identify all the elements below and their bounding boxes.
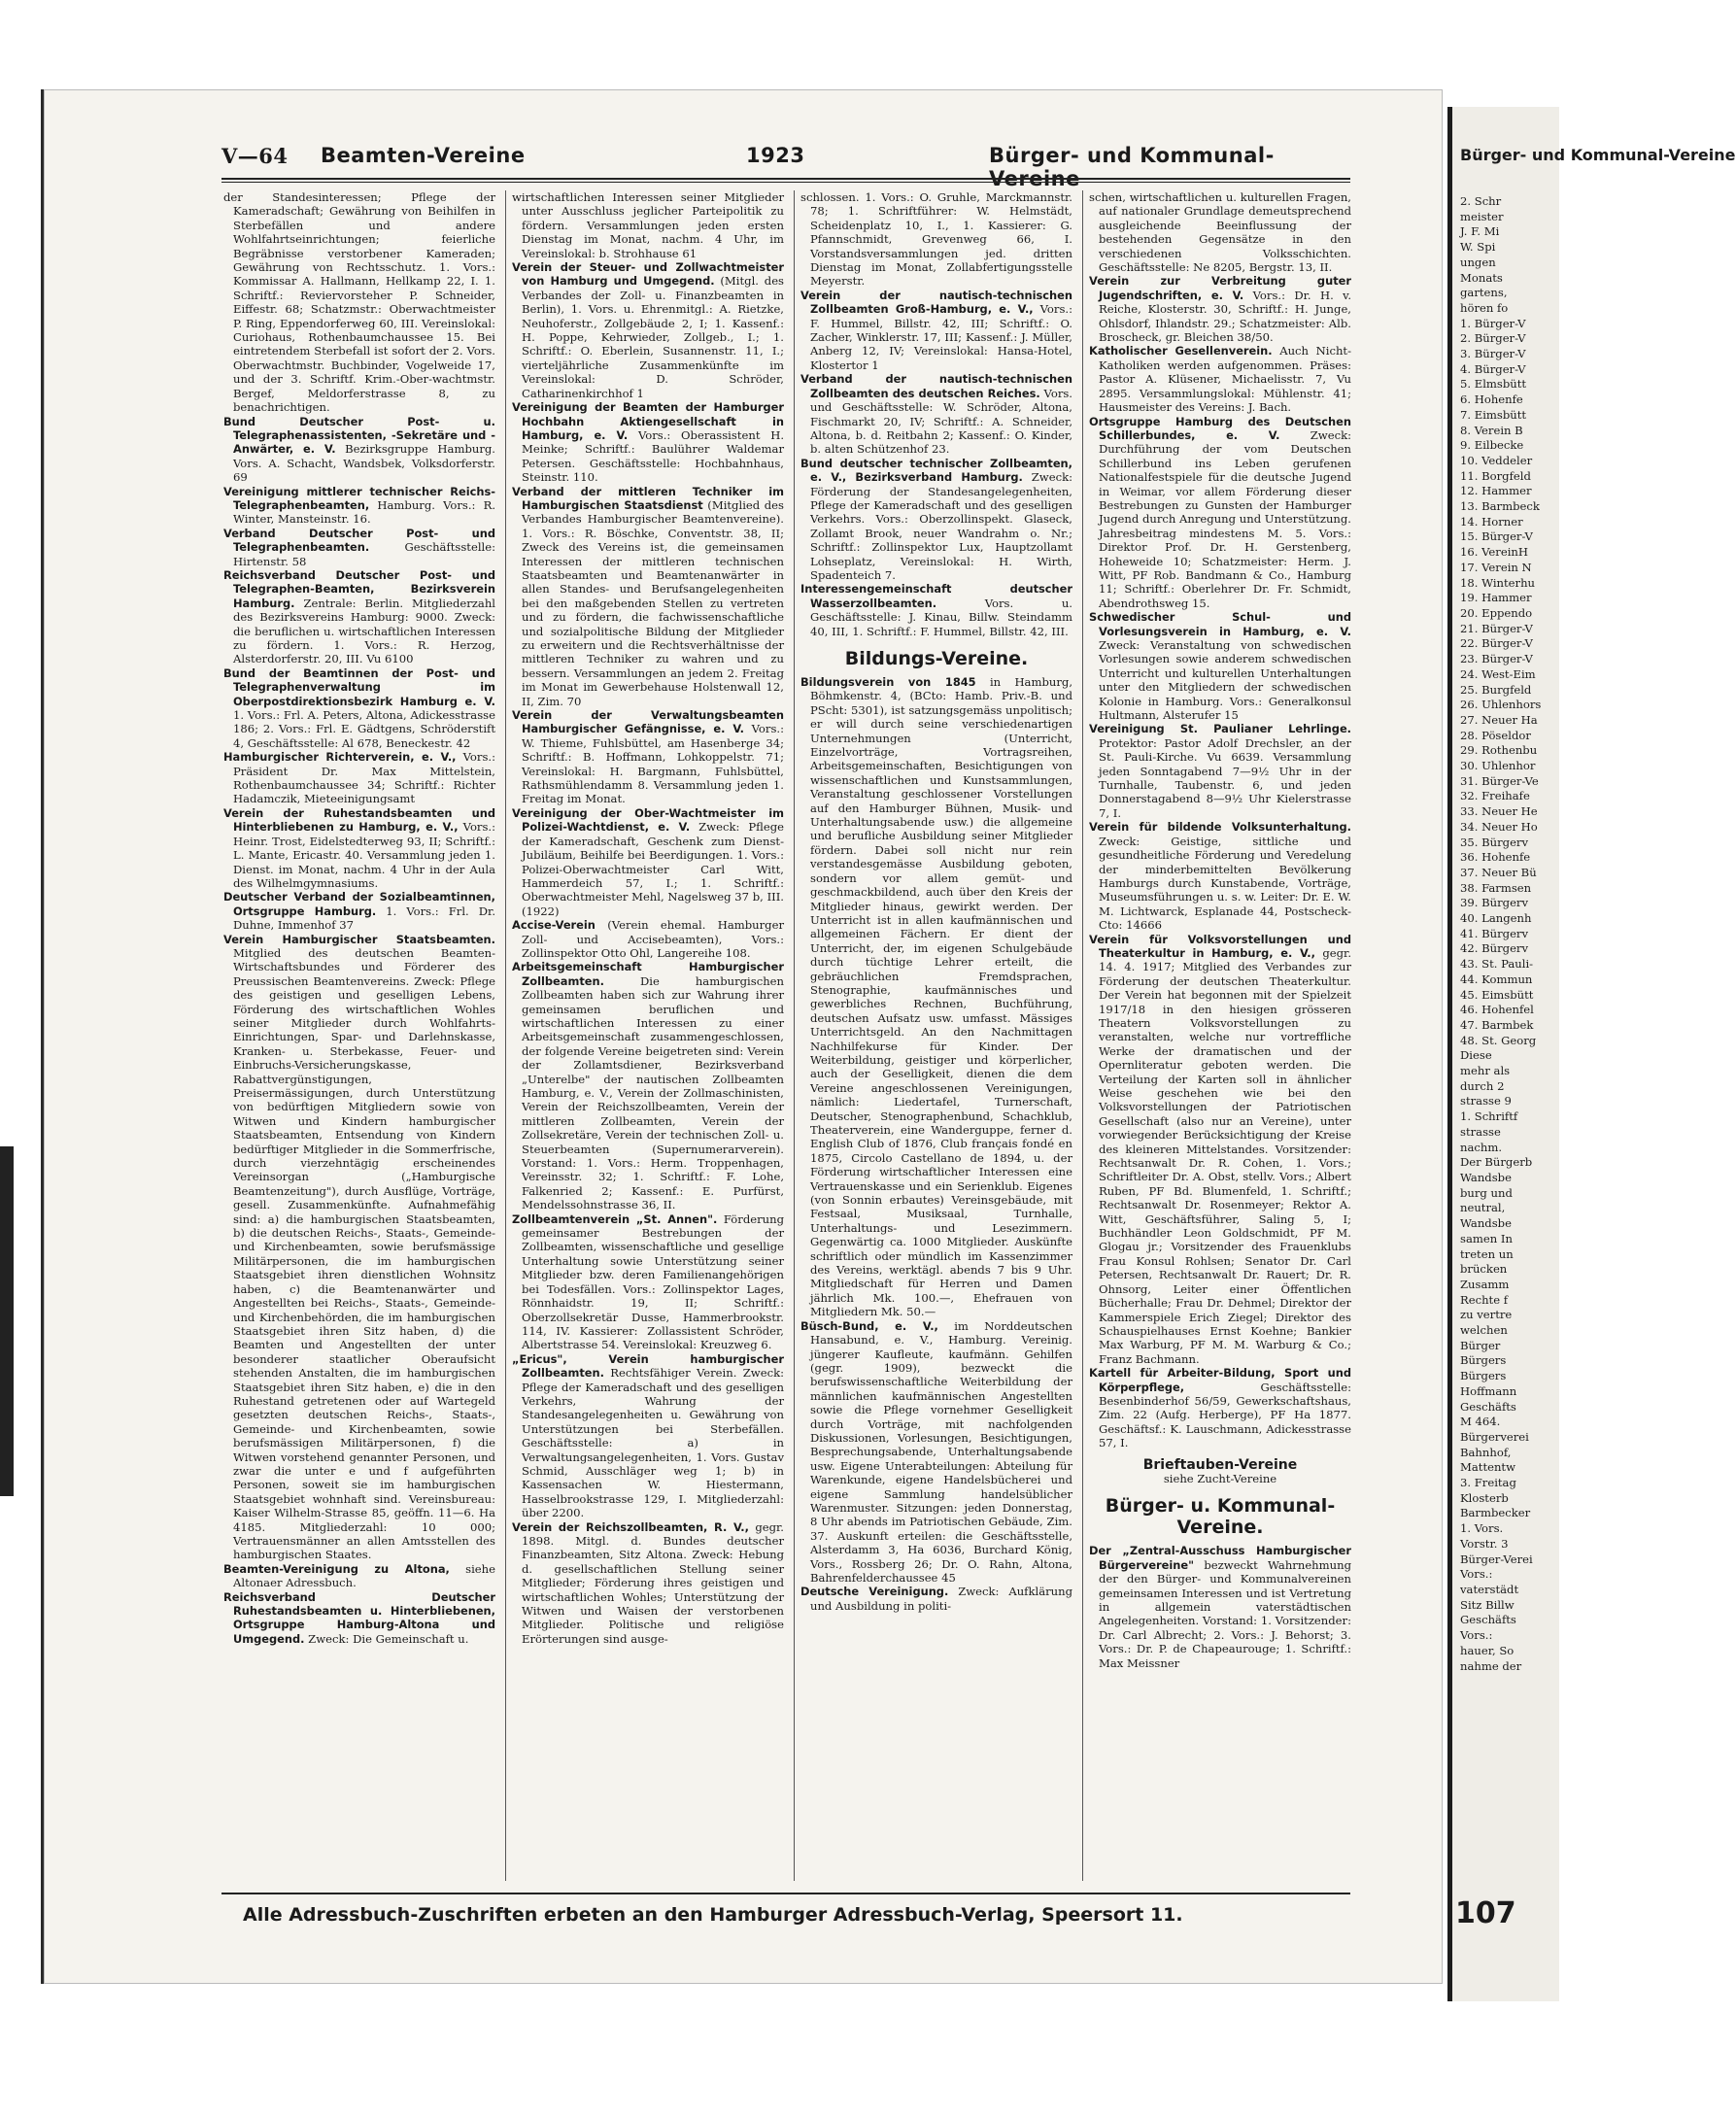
directory-entry — [223, 1590, 495, 1647]
adjacent-page-line: 29. Rothenbu — [1460, 743, 1538, 758]
adjacent-page-line: 42. Bürgerv — [1460, 941, 1529, 956]
entry-text: (Mitgl. des Verbandes der Zoll- u. Finanzbeamten in Berlin), 1. Vors. u. Ehrenmitgl.: A. Rietzke, Neuhoferstr., Zollgebäude 2, I; 1. Kassenf.: H. Poppe, Kehrwieder, Zollgeb., I.; 1. Schriftf.: O. Eberlein, Susannenstr. 11, I.; vierteljährliche Zusammenkünfte im Vereinslokal: D. Schröder, Catharinenkirchhof 1 — [522, 274, 785, 400]
adjacent-page-line: 1. Vors. — [1460, 1521, 1504, 1536]
entry-title: Büsch-Bund, e. V., — [800, 1318, 938, 1333]
entry-text: 1. Vors.: Frl. A. Peters, Altona, Adickesstrasse 186; 2. Vors.: Frl. E. Gädtgens, Schröderstift 4, Geschäftsstelle: Al 678, Beneckestr. 42 — [233, 708, 495, 750]
adjacent-page-line: nachm. — [1460, 1140, 1503, 1154]
entry-text: gegr. 14. 4. 1917; Mitglied des Verbandes zur Förderung der deutschen Theaterkultur. Der Verein hat begonnen mit der Spielzeit 1917/18 in den hiesigen grösseren Theatern Volksvorstellungen zu veranstalten, welche nur vortreffliche Werke der dramatischen und der Opernliteratur geboten werden. Die Verteilung der Karten soll in ähnlicher Weise geschehen wie bei den Volksvorstellungen der Patriotischen Gesellschaft (also nur an Vereine), unter vorwiegender Berücksichtigung der Kreise des kleineren Mittelstandes. Vorsitzender: Rechtsanwalt Dr. R. Cohen, 1. Vors.; Schriftleiter Dr. A. Obst, stellv. Vors.; Albert Ruben, PF Bd. Blumenfeld, 1. Schriftf.; Rechtsanwalt Dr. Rosenmeyer; Rektor A. Witt, Geschäftsführer, Saling 5, I; Buchhändler Leon Goldschmidt, PF M. Glogau jr.; Vorsitzender des Frauenklubs Frau Konsul Rohlsen; Senator Dr. Carl Petersen, Rechtsanwalt Dr. Rauert; Dr. R. Ohnsorg, Leiter einer Öffentlichen Bücherhalle; Frau Dr. Dehmel; Direktor der Kammerspiele Erich Ziegel; Direktor des Schauspielhauses Ernst Koehne; Bankier Max Warburg, PF M. M. Warburg & Co.; Franz Bachmann. — [1099, 945, 1352, 1366]
entry-text: Geschäftsstelle: Besenbinderhof 56/59, Gewerkschaftshaus, Zim. 22 (Aufg. Herberge), PF Ha 1877. Geschäftsf.: K. Lauschmann, Adickesstrasse 57, I. — [1099, 1380, 1351, 1450]
adjacent-page-line: 11. Borgfeld — [1460, 468, 1531, 483]
adjacent-page-line: 3. Freitag — [1460, 1476, 1516, 1490]
adjacent-page-line: 21. Bürger-V — [1460, 621, 1533, 635]
right-running-title: Bürger- und Kommunal- — [989, 144, 1275, 167]
entry-text: Zweck: Durchführung der vom Deutschen Schillerbund ins Leben gerufenen Nationalfestspiele für die deutsche Jugend in Weimar, vor allem Förderung dieser Bestrebungen zu Gunsten der Hamburger Jugend durch Anregung und Unterstützung. Jahresbeitrag mindestens M. 5. Vors.: Direktor Prof. Dr. H. Gerstenberg, Hoheweide 10; Schatzmeister: Herm. J. Witt, PF Rob. Bandmann & Co., Hamburg 11; Schriftf.: Oberlehrer Dr. Fr. Schmidt, Abendrothsweg 15. — [1099, 427, 1352, 610]
adjacent-page-line: 28. Pöseldor — [1460, 728, 1531, 742]
adjacent-page-line: 43. St. Pauli- — [1460, 957, 1534, 972]
adjacent-page-line: neutral, — [1460, 1201, 1506, 1215]
entry-text: (Mitglied des Verbandes Hamburgischer Beamtenvereine). 1. Vors.: R. Böschke, Conventstr. 38, II; Zweck des Vereins ist, die gemeinsamen Interessen der mittleren technischen Staatsbeamten und Beamtenanwärter in allen Standes- und Berufsangelegenheiten bei den maßgebenden Stellen zu vertreten und zu fördern, die fachwissenschaftliche und sozialpolitische Bildung der Mitglieder zu erweitern und die Rechtsverhältnisse der mittleren Techniker zu wahren und zu bessern. Versammlungen an jedem 2. Freitag im Monat im Gewerbehause Holstenwall 12, II, Zim. 70 — [522, 497, 784, 708]
directory-entry — [512, 485, 784, 709]
entry-text: Vors.: F. Hummel, Billstr. 42, III; Schriftf.: O. Zacher, Winklerstr. 17, III; Kassenf.: J. Müller, Anberg 12, IV; Vereinslokal: Hansa-Hotel, Klostertor 1 — [810, 302, 1072, 372]
adjacent-page-line: 41. Bürgerv — [1460, 926, 1529, 940]
entry-title: Verein zur Verbreitung guter Jugendschriften, e. V. — [1089, 274, 1351, 302]
adjacent-page-line: durch 2 — [1460, 1078, 1505, 1093]
adjacent-page-line: meister — [1460, 209, 1504, 223]
adjacent-page-line: 30. Uhlenhor — [1460, 759, 1536, 773]
cross-reference: siehe Zucht-Vereine — [1163, 1471, 1277, 1485]
entry-title: Verein der Ruhestandsbeamten und Hinterbliebenen zu Hamburg, e. V., — [223, 805, 495, 835]
adjacent-page-line: 24. West-Eim — [1460, 666, 1536, 681]
entry-text: Vors.: Präsident Dr. Max Mittelstein, Rothenbaumchaussee 34; Schriftf.: Richter Hadamczik, Mieteeinigungsamt — [233, 750, 495, 806]
adjacent-page-line: 16. VereinH — [1460, 545, 1528, 560]
entry-text: Mitglied des deutschen Beamten-Wirtschaftsbundes und Förderer des Preussischen Beamtenvereins. Zweck: Pflege des geistigen und geselligen Lebens, Förderung des wirtschaftlichen Wohles seiner Mitglieder durch Wohlfahrts-Einrichtungen, Spar- und Darlehnskasse, Kranken- u. Sterbekasse, Feuer- und Einbruchs-Versicherungskasse, Rabattvergünstigungen, Preisermässigungen, durch Unterstützung von bedürftigen Mitgliedern sowie von Witwen und Kindern hamburgischer Staatsbeamten, Entsendung von Kindern bedürftiger Mitglieder in die Sommerfrische, durch vierzehntägig erscheinendes Vereinsorgan („Hamburgische Beamtenzeitung"), durch Ausflüge, Vorträge, gesell. Zusammenkünfte. Aufnahmefähig sind: a) die hamburgischen Staatsbeamten, b) die deutschen Reichs-, Staats-, Gemeinde- und Kirchenbeamten, sowie berufsmässige Militärpersonen, die im hamburgischen Staatsgebiet ihren dienstlichen Wohnsitz haben, c) die Beamtenanwärter und Angestellten bei Reichs-, Staats-, Gemeinde- und Kirchenbehörden, die im hamburgischen Staatsgebiet ihren Sitz haben, d) die Beamten und Angestellten der unter besonderer staatlicher Oberaufsicht stehenden Anstalten, die im hamburgischen Staatsgebiet ihren Sitz haben, e) die in den Ruhestand getretenen oder auf Wartegeld gesetzten deutschen Reichs-, Staats-, Gemeinde- und Kirchenbeamten, sowie berufsmässigen Militärpersonen, f) die Witwen vorstehend genannter Personen, und zwar die unter e und f aufgeführten Personen, soweit sie im hamburgischen Staatsgebiet wohnhaft sind. Vereinsbureau: Kaiser Wilhelm-Strasse 85, geöffn. 11—6. Ha 4185. Mitgliederzahl: 10 000; Vertrauensmänner an allen Amtsstellen des hamburgischen Staates. — [233, 945, 495, 1562]
entry-title: Katholischer Gesellenverein. — [1089, 344, 1273, 358]
entry-text: Bezirksgruppe Hamburg. Vors. A. Schacht, Wandsbek, Volksdorferstr. 69 — [233, 442, 495, 485]
directory-entry — [1089, 933, 1351, 1367]
adjacent-page-line: Der Bürgerb — [1460, 1155, 1533, 1170]
adjacent-page-line: mehr als — [1460, 1064, 1511, 1078]
column-divider — [1082, 190, 1083, 1881]
adjacent-page-line: Klosterb — [1460, 1490, 1509, 1505]
adjacent-page-line: 12. Hammer — [1460, 484, 1532, 498]
entry-title: Der „Zentral-Ausschuss Hamburgischer Bürgervereine" — [1089, 1544, 1351, 1572]
adjacent-page-line: Rechte f — [1460, 1292, 1509, 1307]
adjacent-page-line: zu vertre — [1460, 1308, 1513, 1322]
entry-text: in Hamburg, Böhmkenstr. 4, (BCto: Hamb. Priv.-B. und PScht: 5301), ist satzungsgemäss unpolitisch; er will durch seine verschiedenartigen Unternehmungen (Unterricht, Einzelvorträge, Vortragsreihen, Arbeitsgemeinschaften, Besichtigungen von wissenschaftlichen und Kunstsammlungen, Veranstaltung geschlossener Vorstellungen auf den Hamburger Bühnen, Musik- und Unterhaltungsabende usw.) die allgemeine und berufliche Ausbildung seiner Mitglieder fördern. Dabei soll nicht nur rein verstandesgemässe Ausbildung geboten, sondern vor allem gemüt- und geschmackbildend, auch über den Kreis der Mitglieder hinaus, gewirkt werden. Der Unterricht ist in allen kaufmännischen und allgemeinen Fächern. Er dient der Unterricht, der, im eigenen Schulgebäude durch tüchtige Lehrer erteilt, die gebräuchlichen Fremdsprachen, Stenographie, kaufmännisches und gewerbliches Rechnen, Buchführung, deutschen Aufsatz usw. umfasst. Mässiges Unterrichtsgeld. An den Nachmittagen Nachhilfekurse für Kinder. Der Weiterbildung, geistiger und körperlicher, auch der Geselligkeit, dienen die dem Vereine angeschlossenen Vereinigungen, nämlich: Liedertafel, Turnerschaft, Deutscher, Stenographenbund, Schachklub, Theaterverein, eine Wanderguppe, ferner d. English Club of 1876, Club français fondé en 1875, Circolo Castellano de 1894, u. der Förderung wirtschaftlicher Interessen eine Vertrauenskasse und ein Serienklub. Eigenes (von Sonnin erbautes) Vereinsgebäude, mit Festsaal, Musiksaal, Turnhalle, Unterhaltungs- und Lesezimmern. Gegenwärtig ca. 1000 Mitglieder. Auskünfte schriftlich oder mündlich im Kassenzimmer des Vereins, werktägl. abends 7 bis 9 Uhr. Mitgliedschaft für Herren und Damen jährlich Mk. 100.—, Ehefrauen von Mitgliedern Mk. 50.— — [810, 675, 1072, 1319]
adjacent-page-line: 36. Hohenfe — [1460, 850, 1531, 865]
adjacent-page-line: 48. St. Georg — [1460, 1033, 1537, 1047]
adjacent-page-line: Mattentw — [1460, 1460, 1516, 1475]
text-column-1 — [223, 190, 495, 1886]
adjacent-page-line: 10. Veddeler — [1460, 453, 1533, 467]
entry-title: Verein für Volksvorstellungen und Theaterkultur in Hamburg, e. V., — [1089, 932, 1351, 960]
directory-entry — [223, 1562, 495, 1590]
adjacent-page-line: Monats — [1460, 270, 1503, 285]
text-column-2 — [512, 190, 784, 1886]
directory-entry — [512, 1352, 784, 1520]
adjacent-page-line: Bürgers — [1460, 1369, 1507, 1383]
adjacent-page-line: Zusamm — [1460, 1277, 1510, 1291]
adjacent-page-strip — [1447, 107, 1736, 2001]
header-rule-thin — [221, 182, 1350, 183]
adjacent-page-line: 39. Bürgerv — [1460, 896, 1529, 910]
directory-entry — [800, 675, 1072, 1319]
directory-entry — [800, 1585, 1072, 1613]
section-heading: Bürger- u. Kommunal-Vereine. — [1105, 1495, 1336, 1539]
adjacent-page-line: samen In — [1460, 1231, 1513, 1245]
adjacent-page-line: Barmbecker — [1460, 1506, 1531, 1520]
entry-text: Vors.: W. Thieme, Fuhlsbüttel, am Hasenberge 34; Schriftf.: B. Hoffmann, Lohkoppelstr. 71; Vereinslokal: H. Bargmann, Fuhlsbüttel, Rathsmühlendamm 8. Versammlung jeden 1. Freitag im Monat. — [522, 722, 784, 806]
directory-entry — [512, 918, 784, 960]
entry-text: Vors.: Heinr. Trost, Eidelstedterweg 93, II; Schriftf.: L. Mante, Ericastr. 40. Versammlung jeden 1. Dienst. im Monat, nachm. 4 Uhr in der Aula des Wilhelmgymnasiums. — [233, 820, 496, 890]
page-number: 107 — [1455, 1896, 1516, 1930]
footer-notice: Alle Adressbuch-Zuschriften erbeten an den Hamburger Adressbuch-Verlag, Speersort 11. — [243, 1904, 1183, 1926]
adjacent-page-line: Geschäfts — [1460, 1613, 1516, 1627]
entry-title: Verein der nautisch-technischen Zollbeamten Groß-Hamburg, e. V., — [800, 288, 1072, 317]
entry-text: Vors.: Oberassistent H. Meinke; Schriftf.: Baulührer Waldemar Petersen. Geschäftsstelle: Hochbahnhaus, Steinstr. 110. — [522, 427, 785, 485]
adjacent-page-line: brücken — [1460, 1262, 1508, 1277]
section-heading: Bildungs-Vereine. — [844, 648, 1029, 669]
directory-entry — [1089, 722, 1351, 820]
adjacent-page-line: Sitz Billw — [1460, 1597, 1515, 1612]
entry-text: wirtschaftlichen Interessen seiner Mitglieder unter Ausschluss jeglicher Parteipolitik zu fördern. Versammlungen jeden ersten Dienstag im Monat, nachm. 4 Uhr, im Vereinslokal: b. Strohhause 61 — [512, 190, 784, 260]
entry-title: Verein Hamburgischer Staatsbeamten. — [223, 932, 495, 946]
adjacent-page-line: 4. Bürger-V — [1460, 361, 1526, 376]
adjacent-page-line: welchen — [1460, 1323, 1508, 1338]
directory-entry — [1089, 415, 1351, 611]
adjacent-page-line: 5. Elmsbütt — [1460, 377, 1527, 392]
entry-title: Verband der mittleren Techniker im Hamburgischen Staatsdienst — [512, 484, 784, 512]
adjacent-page-line: 44. Kommun — [1460, 972, 1533, 986]
text-column-3 — [800, 190, 1072, 1886]
entry-text: schen, wirtschaftlichen u. kulturellen Fragen, auf nationaler Grundlage demeutsprechend ausgleichende Beeinflussung der bestehenden Gegensätze in den verschiedenen Volksschichten. Geschäftsstelle: Ne 8205, Bergstr. 13, II. — [1089, 190, 1351, 275]
adjacent-page-line: 23. Bürger-V — [1460, 652, 1533, 666]
entry-title: Ortsgruppe Hamburg des Deutschen Schillerbundes, e. V. — [1089, 414, 1351, 442]
entry-title: Hamburgischer Richterverein, e. V., — [223, 750, 457, 765]
directory-entry — [223, 190, 495, 415]
adjacent-page-line: M 464. — [1460, 1415, 1501, 1429]
entry-text: Protektor: Pastor Adolf Drechsler, an der St. Pauli-Kirche. Vu 6639. Versammlung jeden Sonntagabend 7—9½ Uhr in der Turnhalle, Taubenstr. 6, und jeden Donnerstagabend 8—9½ Uhr Kielerstrasse 7, I. — [1099, 735, 1351, 820]
entry-title: Kartell für Arbeiter-Bildung, Sport und Körperpflege, — [1089, 1366, 1351, 1394]
directory-entry — [1089, 1544, 1351, 1670]
entry-title: Interessengemeinschaft deutscher Wasserzollbeamten. — [800, 582, 1072, 610]
adjacent-page-line: Vors.: — [1460, 1628, 1493, 1643]
section-heading-small: Brieftauben-Vereine — [1142, 1456, 1298, 1473]
directory-entry — [512, 806, 784, 918]
adjacent-page-line: 14. Horner — [1460, 514, 1523, 529]
adjacent-page-line: treten un — [1460, 1246, 1514, 1261]
adjacent-page-line: strasse — [1460, 1124, 1501, 1139]
entry-text: bezweckt Wahrnehmung der den Bürger- und Kommunalvereinen gemeinsamen Interessen und ist Vertretung in allgemein vaterstädtischen Angelegenheiten. Vorstand: 1. Vorsitzender: Dr. Carl Albrecht; 2. Vors.: J. Behorst; 3. Vors.: Dr. P. de Chapeaurouge; 1. Schriftf.: Max Meissner — [1099, 1557, 1351, 1670]
entry-title: Verband Deutscher Post- und Telegraphenbeamten. — [223, 526, 495, 555]
directory-entry — [1089, 1366, 1351, 1450]
adjacent-page-line: 6. Hohenfe — [1460, 392, 1523, 407]
directory-entry — [800, 190, 1072, 289]
adjacent-page-line: 27. Neuer Ha — [1460, 712, 1538, 727]
adjacent-page-line: 3. Bürger-V — [1460, 347, 1526, 361]
entry-text: Vors. und Geschäftsstelle: W. Schröder, Altona, Fischmarkt 20, IV; Schriftf.: A. Schneider, Altona, b. d. Reitbahn 2; Kassenf.: O. Kinder, b. alten Schützenhof 23. — [810, 386, 1072, 457]
adjacent-page-line: hören fo — [1460, 300, 1509, 315]
entry-title: Verein der Steuer- und Zollwachtmeister von Hamburg und Umgegend. — [512, 260, 784, 289]
adjacent-page-line: 33. Neuer He — [1460, 804, 1538, 819]
directory-entry — [512, 400, 784, 484]
adjacent-page-line: Bürgers — [1460, 1353, 1507, 1368]
entry-title: Arbeitsgemeinschaft Hamburgischer Zollbeamten. — [512, 960, 784, 988]
directory-entry — [223, 806, 495, 890]
entry-text: Vors. u. Geschäftsstelle: J. Kinau, Billw. Steindamm 40, III, 1. Schriftf.: F. Hummel, Billstr. 42, III. — [810, 596, 1072, 638]
entry-title: „Ericus", Verein hamburgischer Zollbeamten. — [512, 1351, 784, 1381]
directory-entry — [512, 190, 784, 260]
adjacent-page-line: gartens, — [1460, 286, 1508, 300]
directory-entry — [223, 415, 495, 485]
entry-title: Verein für bildende Volksunterhaltung. — [1089, 820, 1351, 835]
adjacent-page-line: 38. Farmsen — [1460, 880, 1532, 895]
adjacent-page-line: 46. Hohenfel — [1460, 1003, 1534, 1017]
directory-entry — [223, 568, 495, 666]
adjacent-page-line: 45. Eimsbütt — [1460, 987, 1534, 1002]
entry-title: Vereinigung der Ober-Wachtmeister im Polizei-Wachtdienst, e. V. — [512, 805, 784, 835]
adjacent-page-line: 34. Neuer Ho — [1460, 819, 1538, 834]
adjacent-page-line: Bürgerverei — [1460, 1429, 1529, 1444]
entry-title: Zollbeamtenverein „St. Annen". — [512, 1211, 718, 1226]
adjacent-page-line: Wandsbe — [1460, 1171, 1512, 1184]
adjacent-page-line: J. F. Mi — [1460, 224, 1500, 239]
entry-text: Auch Nicht-Katholiken werden aufgenommen. Präses: Pastor A. Klüsener, Michaelisstr. 7, Vu 2895. Versammlungslokal: Mühlenstr. 41; Hausmeister des Vereins: J. Bach. — [1099, 344, 1351, 415]
entry-title: Bund der Beamtinnen der Post- und Telegraphenverwaltung im Oberpostdirektionsbezirk Hamburg e. V. — [223, 665, 495, 708]
adjacent-page-line: 47. Barmbek — [1460, 1017, 1534, 1032]
adjacent-page-line: 40. Langenh — [1460, 911, 1532, 926]
entry-text: Zweck: Aufklärung und Ausbildung in politi- — [810, 1585, 1073, 1613]
adjacent-page-line: 25. Burgfeld — [1460, 682, 1532, 697]
directory-entry — [223, 527, 495, 568]
directory-entry — [512, 1212, 784, 1352]
entry-text: Zweck: Die Gemeinschaft u. — [308, 1631, 469, 1646]
adjacent-page-line: vaterstädt — [1460, 1582, 1519, 1596]
page-reference: V—64 — [221, 144, 289, 168]
entry-text: der Standesinteressen; Pflege der Kameradschaft; Gewährung von Beihilfen in Sterbefällen und andere Wohlfahrtseinrichtungen; feierliche Begräbnisse verstorbener Kameraden; Gewährung von Rechtsschutz. 1. Vors.: Kommissar A. Hallmann, Hellkamp 22, I. 1. Schriftf.: Reviervorsteher P. Schneider, Eiffestr. 68; Schatzmstr.: Oberwachtmeister P. Ring, Eppendorferweg 60, III. Vereinslokal: Curiohaus, Rothenbaumchaussee 15. Bei eintretendem Sterbefall ist sofort der 2. Vors. Oberwachtmstr. Buchbinder, Vogelweide 17, und der 3. Schriftf. Krim.-Ober-wachtmstr. Bergef, Meldorferstrasse 8, zu benachrichtigen. — [223, 190, 495, 415]
directory-entry — [1089, 274, 1351, 344]
entry-title: Bildungsverein von 1845 — [800, 675, 976, 689]
adjacent-page-line: 18. Winterhu — [1460, 575, 1536, 590]
adjacent-page-line: Bürger-Verei — [1460, 1552, 1533, 1566]
entry-text: Vors.: Dr. H. v. Reiche, Klosterstr. 30, Schriftf.: H. Junge, Ohlsdorf, Ihlandstr. 29.; Schatzmeister: Alb. Broscheck, gr. Bleichen 38/50. — [1099, 288, 1352, 345]
adjacent-page-line: W. Spi — [1460, 240, 1496, 255]
entry-text: siehe Altonaer Adressbuch. — [233, 1561, 495, 1590]
directory-entry — [223, 933, 495, 1562]
text-column-4 — [1089, 190, 1351, 1886]
year-heading: 1923 — [746, 144, 805, 167]
entry-text: Rechtsfähiger Verein. Zweck: Pflege der Kameradschaft und des geselligen Verkehrs, Wahrung der Standesangelegenheiten u. Gewährung von Unterstützungen bei Sterbefällen. Geschäftsstelle: a) in Verwaltungsangelegenheiten, 1. Vors. Gustav Schmid, Ausschläger weg 1; b) in Kassensachen W. Hiestermann, Hasselbrookstrasse 129, I. Mitgliederzahl: über 2200. — [522, 1366, 785, 1520]
adjacent-page-line: Vorstr. 3 — [1460, 1536, 1509, 1551]
adjacent-page-line: 13. Barmbeck — [1460, 499, 1540, 514]
entry-title: Vereinigung der Beamten der Hamburger Hochbahn Aktiengesellschaft in Hamburg, e. V. — [512, 400, 784, 442]
directory-entry — [512, 708, 784, 806]
entry-title: Beamten-Vereinigung zu Altona, — [223, 1561, 450, 1576]
entry-title: Bund deutscher technischer Zollbeamten, e. V., Bezirksverband Hamburg. — [800, 456, 1072, 485]
entry-title: Vereinigung mittlerer technischer Reichs-Telegraphenbeamten, — [223, 484, 495, 512]
footer-rule — [221, 1893, 1350, 1894]
adjacent-page-line: hauer, So — [1460, 1643, 1515, 1657]
binding-edge — [0, 1146, 14, 1496]
adjacent-page-line: Bürger — [1460, 1338, 1501, 1352]
column-divider — [794, 190, 795, 1881]
adjacent-page-line: 2. Schr — [1460, 194, 1502, 208]
directory-entry — [1089, 190, 1351, 274]
header-rule — [221, 178, 1350, 180]
directory-entry — [800, 457, 1072, 583]
entry-text: Hamburg. Vors.: R. Winter, Mansteinstr. 16. — [233, 497, 496, 527]
entry-text: im Norddeutschen Hansabund, e. V., Hamburg. Vereinig. jüngerer Kaufleute, kaufmänn. Gehilfen (gegr. 1909), bezweckt die berufswissenschaftliche Weiterbildung der männlichen kaufmännischen Angestellten sowie die Pflege vornehmer Geselligkeit durch Vorträge, mit nachfolgenden Diskussionen, Vorlesungen, Besichtigungen, Besprechungsabende, Unterhaltungsabende usw. Eigene Unterabteilungen: Abteilung für Warenkunde, eigene Handelsbücherei und eigene Sammlung handelsüblicher Warenmuster. Sitzungen: jeden Donnerstag, 8 Uhr abends im Patriotischen Gebäude, Zim. 37. Auskunft erteilen: die Geschäftsstelle, Alsterdamm 3, Ha 6036, Burchard König, Vors., Rossberg 26; Dr. O. Rahn, Altona, Bahrenfelderchaussee 45 — [810, 1318, 1073, 1585]
directory-entry — [1089, 820, 1351, 932]
adjacent-page-header: Bürger- und Kommunal-Vereine — [1460, 146, 1736, 164]
adjacent-page-line: 17. Verein N — [1460, 560, 1532, 574]
adjacent-page-line: Bahnhof, — [1460, 1445, 1512, 1459]
directory-entry — [800, 1319, 1072, 1586]
adjacent-page-line: 31. Bürger-Ve — [1460, 773, 1539, 788]
adjacent-page-line: strasse 9 — [1460, 1094, 1512, 1109]
directory-entry — [1089, 610, 1351, 722]
adjacent-page-line: Wandsbe — [1460, 1216, 1512, 1231]
entry-text: Zweck: Pflege der Kameradschaft, Geschenk zum Dienst-Jubiläum, Beihilfe bei Beerdigungen. 1. Vors.: Polizei-Oberwachtmeister Carl Witt, Hammerdeich 57, I.; 1. Schriftf.: Oberwachtmeister Mehl, Nagelsweg 37 b, III. (1922) — [522, 820, 784, 918]
entry-title: Verband der nautisch-technischen Zollbeamten des deutschen Reiches. — [800, 372, 1072, 400]
directory-entry — [223, 666, 495, 750]
directory-entry — [223, 485, 495, 527]
left-running-title: Beamten-Vereine — [321, 144, 526, 167]
directory-entry — [800, 289, 1072, 372]
adjacent-page-line: 32. Freihafe — [1460, 789, 1530, 803]
entry-text: Die hamburgischen Zollbeamten haben sich zur Wahrung ihrer gemeinsamen beruflichen und wirtschaftlichen Interessen zu einer Arbeitsgemeinschaft zusammengeschlossen, der folgende Vereine beigetreten sind: Verein der Zollamtsdiener, Bezirksverband „Unterelbe" der nautischen Zollbeamten Hamburg, e. V., Verein der Zollmaschinisten, Verein der Reichszollbeamten, Verein der mittleren Zollbeamten, Verein der Zollsekretäre, Verein der technischen Zoll- u. Steuerbeamten (Supernumerarverein). Vorstand: 1. Vors.: Herm. Troppenhagen, Vereinsstr. 32; 1. Schriftf.: F. Lohe, Falkenried 2; Kassenf.: E. Purfürst, Mendelssohnstrasse 36, II. — [522, 973, 784, 1212]
adjacent-page-line: 37. Neuer Bü — [1460, 865, 1537, 879]
adjacent-page-lines — [1452, 194, 1559, 1674]
adjacent-page-line: 1. Bürger-V — [1460, 316, 1526, 330]
entry-title: Reichsverband Deutscher Ruhestandsbeamten u. Hinterbliebenen, Ortsgruppe Hamburg-Altona und Umgegend. — [223, 1589, 495, 1646]
adjacent-page-line: Geschäfts — [1460, 1399, 1516, 1414]
entry-title: Deutsche Vereinigung. — [800, 1585, 949, 1599]
page-header — [221, 138, 1350, 177]
entry-title: Accise-Verein — [512, 918, 596, 933]
directory-entry — [800, 582, 1072, 638]
adjacent-page-line: 20. Eppendo — [1460, 605, 1533, 620]
entry-title: Verein der Reichszollbeamten, R. V., — [512, 1519, 749, 1534]
directory-entry — [1089, 344, 1351, 414]
entry-text: 1. Vors.: Frl. Dr. Duhne, Immenhof 37 — [233, 904, 496, 933]
entry-text: Geschäftsstelle: Hirtenstr. 58 — [233, 540, 495, 568]
entry-text: Zweck: Geistige, sittliche und gesundheitliche Förderung und Veredelung der minderbemittelten Bevölkerung Hamburgs durch Kunstabende, Vorträge, Museumsführungen u. s. w. Leiter: Dr. E. W. M. Lichtwarck, Esplanade 44, Postscheck-Cto: 14666 — [1099, 834, 1351, 933]
adjacent-page-line: 19. Hammer — [1460, 591, 1532, 605]
adjacent-page-line: 2. Bürger-V — [1460, 331, 1526, 346]
adjacent-page-line: 1. Schriftf — [1460, 1109, 1518, 1124]
entry-title: Verein der Verwaltungsbeamten Hamburgischer Gefängnisse, e. V. — [512, 708, 784, 736]
adjacent-page-line: 35. Bürgerv — [1460, 835, 1529, 849]
adjacent-page-line: 15. Bürger-V — [1460, 529, 1533, 544]
adjacent-page-line: burg und — [1460, 1185, 1513, 1200]
entry-title: Reichsverband Deutscher Post- und Telegraphen-Beamten, Bezirksverein Hamburg. — [223, 567, 495, 610]
adjacent-page-line: Diese — [1460, 1048, 1492, 1063]
adjacent-page-line: nahme der — [1460, 1658, 1522, 1673]
directory-entry — [512, 960, 784, 1211]
entry-title: Bund Deutscher Post- u. Telegraphenassistenten, -Sekretäre und -Anwärter, e. V. — [223, 414, 495, 457]
entry-text: Zweck: Veranstaltung von schwedischen Vorlesungen sowie anderem schwedischen Unterricht und kulturellen Unterhaltungen unter den Mitgliedern der schwedischen Kolonie in Hamburg. Vors.: Generalkonsul Hultmann, Alsterufer 15 — [1099, 638, 1351, 723]
directory-entry — [512, 1520, 784, 1647]
entry-text: schlossen. 1. Vors.: O. Gruhle, Marckmannstr. 78; 1. Schriftführer: W. Helmstädt, Scheidenplatz 10, I., 1. Kassierer: G. Pfannschmidt, Grevenweg 66, I. Vorstandsversammlungen jed. dritten Dienstag im Monat, Zollabfertigungsstelle Meyerstr. — [800, 190, 1072, 289]
adjacent-page-line: ungen — [1460, 255, 1496, 269]
adjacent-page-line: 7. Eimsbütt — [1460, 407, 1527, 422]
adjacent-page-line: 9. Eilbecke — [1460, 438, 1524, 453]
directory-entry — [223, 750, 495, 806]
entry-text: (Verein ehemal. Hamburger Zoll- und Accisebeamten), Vors.: Zollinspektor Otto Ohl, Langereihe 108. — [522, 918, 784, 960]
entry-text: Förderung gemeinsamer Bestrebungen der Zollbeamten, wissenschaftliche und gesellige Unterhaltung sowie Unterstützung seiner Mitglieder bzw. deren Familienangehörigen bei Todesfällen. Vors.: Zollinspektor Lages, Rönnhaidstr. 19, II; Schriftf.: Oberzollsekretär Dusse, Hammerbrookstr. 114, IV. Kassierer: Zollassistent Schröder, Albertstrasse 54. Vereinslokal: Kreuzweg 6. — [522, 1211, 785, 1352]
entry-title: Schwedischer Schul- und Vorlesungsverein in Hamburg, e. V. — [1089, 610, 1351, 638]
adjacent-page-line: 22. Bürger-V — [1460, 636, 1533, 651]
entry-title: Deutscher Verband der Sozialbeamtinnen, Ortsgruppe Hamburg. — [223, 890, 495, 918]
column-divider — [505, 190, 506, 1881]
adjacent-page-line: Vors.: — [1460, 1567, 1493, 1582]
adjacent-page-line: 8. Verein B — [1460, 423, 1523, 437]
entry-text: gegr. 1898. Mitgl. d. Bundes deutscher Finanzbeamten, Sitz Altona. Zweck: Hebung d. gesellschaftlichen Stellung seiner Mitglieder; Förderung ihres geistigen und wirtschaftlichen Wohles; Unterstützung der Witwen und Waisen der verstorbenen Mitglieder. Politische und religiöse Erörterungen sind ausge- — [522, 1519, 784, 1646]
directory-entry — [800, 372, 1072, 456]
entry-text: Zweck: Förderung der Standesangelegenheiten, Pflege der Kameradschaft und des geselligen Verkehrs. Vors.: Oberzollinspekt. Glaseck, Zollamt Brook, neuer Wandrahm o. Nr.; Schriftf.: Zollinspektor Lux, Hauptzollamt Lohseplatz, Vereinslokal: H. Wirth, Spadenteich 7. — [810, 470, 1072, 582]
directory-entry — [223, 890, 495, 932]
adjacent-page-line: 26. Uhlenhors — [1460, 698, 1542, 712]
entry-text: Zentrale: Berlin. Mitgliederzahl des Bezirksvereins Hamburg: 9000. Zweck: die beruflichen u. wirtschaftlichen Interessen zu fördern. 1. Vors.: R. Herzog, Alsterdorferstr. 20, III. Vu 6100 — [233, 596, 495, 666]
adjacent-page-line: Hoffmann — [1460, 1383, 1517, 1398]
entry-title: Vereinigung St. Paulianer Lehrlinge. — [1089, 722, 1351, 736]
directory-entry — [512, 260, 784, 400]
